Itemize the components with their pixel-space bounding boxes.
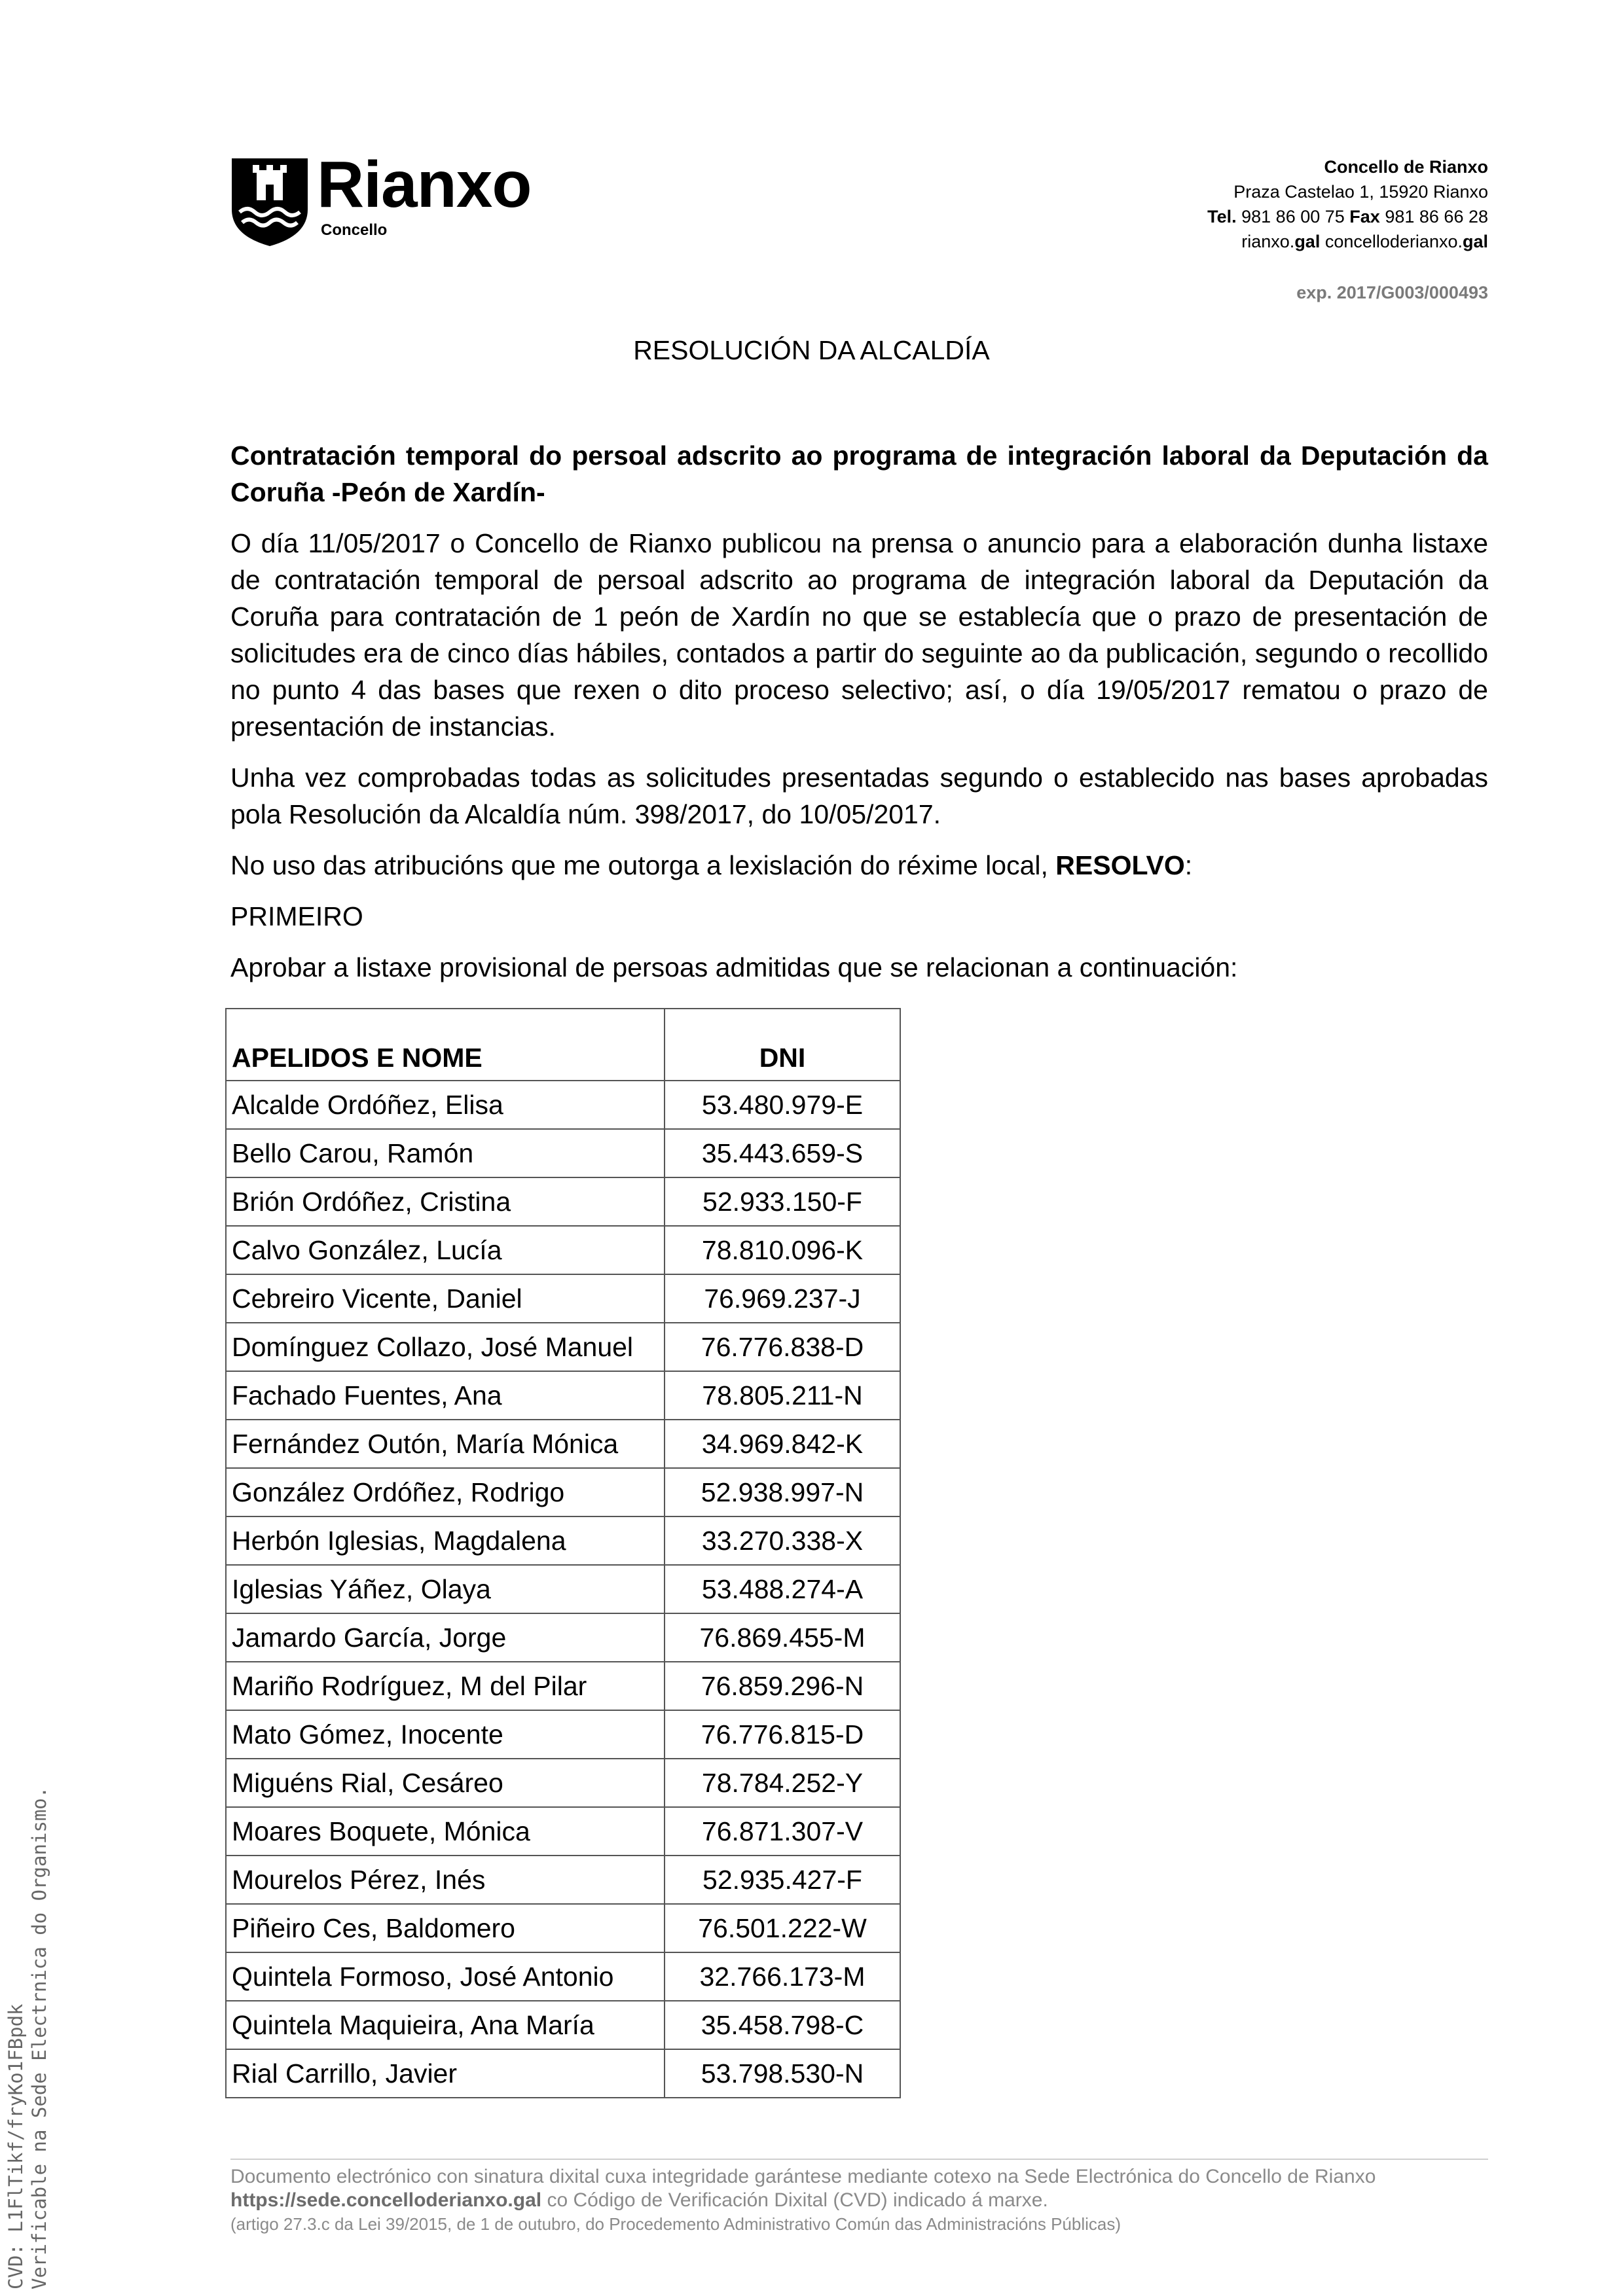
footer [230,2165,1488,2236]
resolution-title: RESOLUCIÓN DA ALCALDÍA [633,335,990,365]
coat-of-arms-icon [229,156,310,247]
footer-line-2: https://sede.concelloderianxo.gal co Código de Verificación Dixital (CVD) indicado á marxe. [230,2189,1048,2211]
header-dni: DNI [665,1009,900,1081]
row-name: Mariño Rodríguez, M del Pilar [226,1662,665,1710]
row-name: Mourelos Pérez, Inés [226,1856,665,1904]
table-header-row [226,1009,900,1081]
website-link-rianxo[interactable]: rianxo.gal [1241,232,1321,251]
row-dni: 53.488.274-A [665,1565,900,1613]
table-row [226,1710,900,1759]
table-row [226,2001,900,2049]
header-name: APELIDOS E NOME [226,1009,665,1081]
row-dni: 76.859.296-N [665,1662,900,1710]
row-name: Fachado Fuentes, Ana [226,1371,665,1420]
table-row [226,1129,900,1177]
logo-subtitle: Concello [321,221,388,239]
row-name: Quintela Maquieira, Ana María [226,2001,665,2049]
table-row [226,1759,900,1807]
row-name: Mato Gómez, Inocente [226,1710,665,1759]
row-dni: 52.933.150-F [665,1177,900,1226]
table-row [226,2049,900,2098]
row-dni: 76.501.222-W [665,1904,900,1952]
row-name: González Ordóñez, Rodrigo [226,1468,665,1516]
concello-logo [229,148,563,247]
fax-number: 981 86 66 28 [1385,207,1488,226]
resolvo-keyword: RESOLVO [1055,850,1185,880]
table-row [226,1420,900,1468]
row-dni: 52.935.427-F [665,1856,900,1904]
row-dni: 52.938.997-N [665,1468,900,1516]
cvd-side-text [4,1787,51,2289]
table-row [226,1952,900,2001]
row-name: Jamardo García, Jorge [226,1613,665,1662]
paragraph-approve-list: Aprobar a listaxe provisional de persoas admitidas que se relacionan a continuación: [230,952,1238,982]
contact-address: Praza Castelao 1, 15920 Rianxo [1233,182,1488,202]
row-name: Domínguez Collazo, José Manuel [226,1323,665,1371]
table-row [226,1226,900,1274]
document-body [230,437,1488,1000]
admitted-list-table [225,1008,901,2098]
fax-label: Fax [1349,207,1380,226]
row-name: Piñeiro Ces, Baldomero [226,1904,665,1952]
row-name: Alcalde Ordóñez, Elisa [226,1081,665,1129]
row-dni: 34.969.842-K [665,1420,900,1468]
table-row [226,1904,900,1952]
row-name: Moares Boquete, Mónica [226,1807,665,1856]
row-name: Herbón Iglesias, Magdalena [226,1516,665,1565]
website-link-concello[interactable]: concelloderianxo.gal [1324,232,1488,251]
table-row [226,1371,900,1420]
table-row [226,1807,900,1856]
cvd-code: CVD: L1FlTikf/fryKo1FBpdk [5,2003,27,2289]
footer-line-1: Documento electrónico con sinatura dixital cuxa integridade garántese mediante cotexo na Sede Electrónica do Concello de Rianxo [230,2166,1376,2187]
row-dni: 78.784.252-Y [665,1759,900,1807]
table-row [226,1323,900,1371]
footer-line-3: (artigo 27.3.c da Lei 39/2015, de 1 de outubro, do Procedemento Administrativo Común das Administracións Públicas) [230,2214,1122,2234]
contact-websites [1207,229,1488,254]
row-name: Miguéns Rial, Cesáreo [226,1759,665,1807]
row-name: Calvo González, Lucía [226,1226,665,1274]
verification-note: Verificable na Sede Electrnica do Organismo. [28,1786,50,2289]
row-dni: 76.776.838-D [665,1323,900,1371]
paragraph-resolve: No uso das atribucións que me outorga a lexislación do réxime local, RESOLVO: [230,850,1193,880]
subject-heading: Contratación temporal do persoal adscrito ao programa de integración laboral da Deputación da Coruña -Peón de Xardín- [230,440,1488,507]
row-name: Fernández Outón, María Mónica [226,1420,665,1468]
row-dni: 76.969.237-J [665,1274,900,1323]
row-dni: 35.443.659-S [665,1129,900,1177]
contact-title: Concello de Rianxo [1324,157,1488,177]
table-row [226,1274,900,1323]
paragraph-verification: Unha vez comprobadas todas as solicitudes presentadas segundo o establecido nas bases aprobadas pola Resolución da Alcaldía núm. 398/2017, do 10/05/2017. [230,762,1488,829]
row-name: Quintela Formoso, José Antonio [226,1952,665,2001]
row-dni: 76.871.307-V [665,1807,900,1856]
row-dni: 76.869.455-M [665,1613,900,1662]
contact-block [1207,154,1488,254]
row-name: Cebreiro Vicente, Daniel [226,1274,665,1323]
logo-wordmark: Rianxo [317,148,532,221]
row-name: Bello Carou, Ramón [226,1129,665,1177]
footer-divider [230,2159,1488,2160]
row-dni: 76.776.815-D [665,1710,900,1759]
sede-link[interactable]: https://sede.concelloderianxo.gal [230,2189,542,2211]
row-dni: 32.766.173-M [665,1952,900,2001]
contact-phones [1207,204,1488,229]
row-dni: 33.270.338-X [665,1516,900,1565]
row-dni: 53.480.979-E [665,1081,900,1129]
row-name: Rial Carrillo, Javier [226,2049,665,2098]
expedient-number: exp. 2017/G003/000493 [1296,283,1488,302]
table-row [226,1516,900,1565]
row-name: Brión Ordóñez, Cristina [226,1177,665,1226]
tel-number: 981 86 00 75 [1241,207,1345,226]
table-row [226,1856,900,1904]
table-row [226,1177,900,1226]
table-row [226,1081,900,1129]
table-row [226,1662,900,1710]
table-row [226,1613,900,1662]
paragraph-first: PRIMEIRO [230,901,363,931]
row-dni: 78.810.096-K [665,1226,900,1274]
row-dni: 78.805.211-N [665,1371,900,1420]
table-row [226,1565,900,1613]
table-row [226,1468,900,1516]
row-dni: 53.798.530-N [665,2049,900,2098]
row-name: Iglesias Yáñez, Olaya [226,1565,665,1613]
row-dni: 35.458.798-C [665,2001,900,2049]
tel-label: Tel. [1207,207,1237,226]
paragraph-announcement: O día 11/05/2017 o Concello de Rianxo publicou na prensa o anuncio para a elaboración dunha listaxe de contratación temporal de persoal adscrito ao programa de integración laboral da Deputación da Coruña para contratación de 1 peón de Xardín no que se establecía que o prazo de presentación de solicitudes era de cinco días hábiles, contados a partir do seguinte ao da publicación, segundo o recollido no punto 4 das bases que rexen o dito proceso selectivo; así, o día 19/05/2017 rematou o prazo de presentación de instancias. [230,528,1488,742]
